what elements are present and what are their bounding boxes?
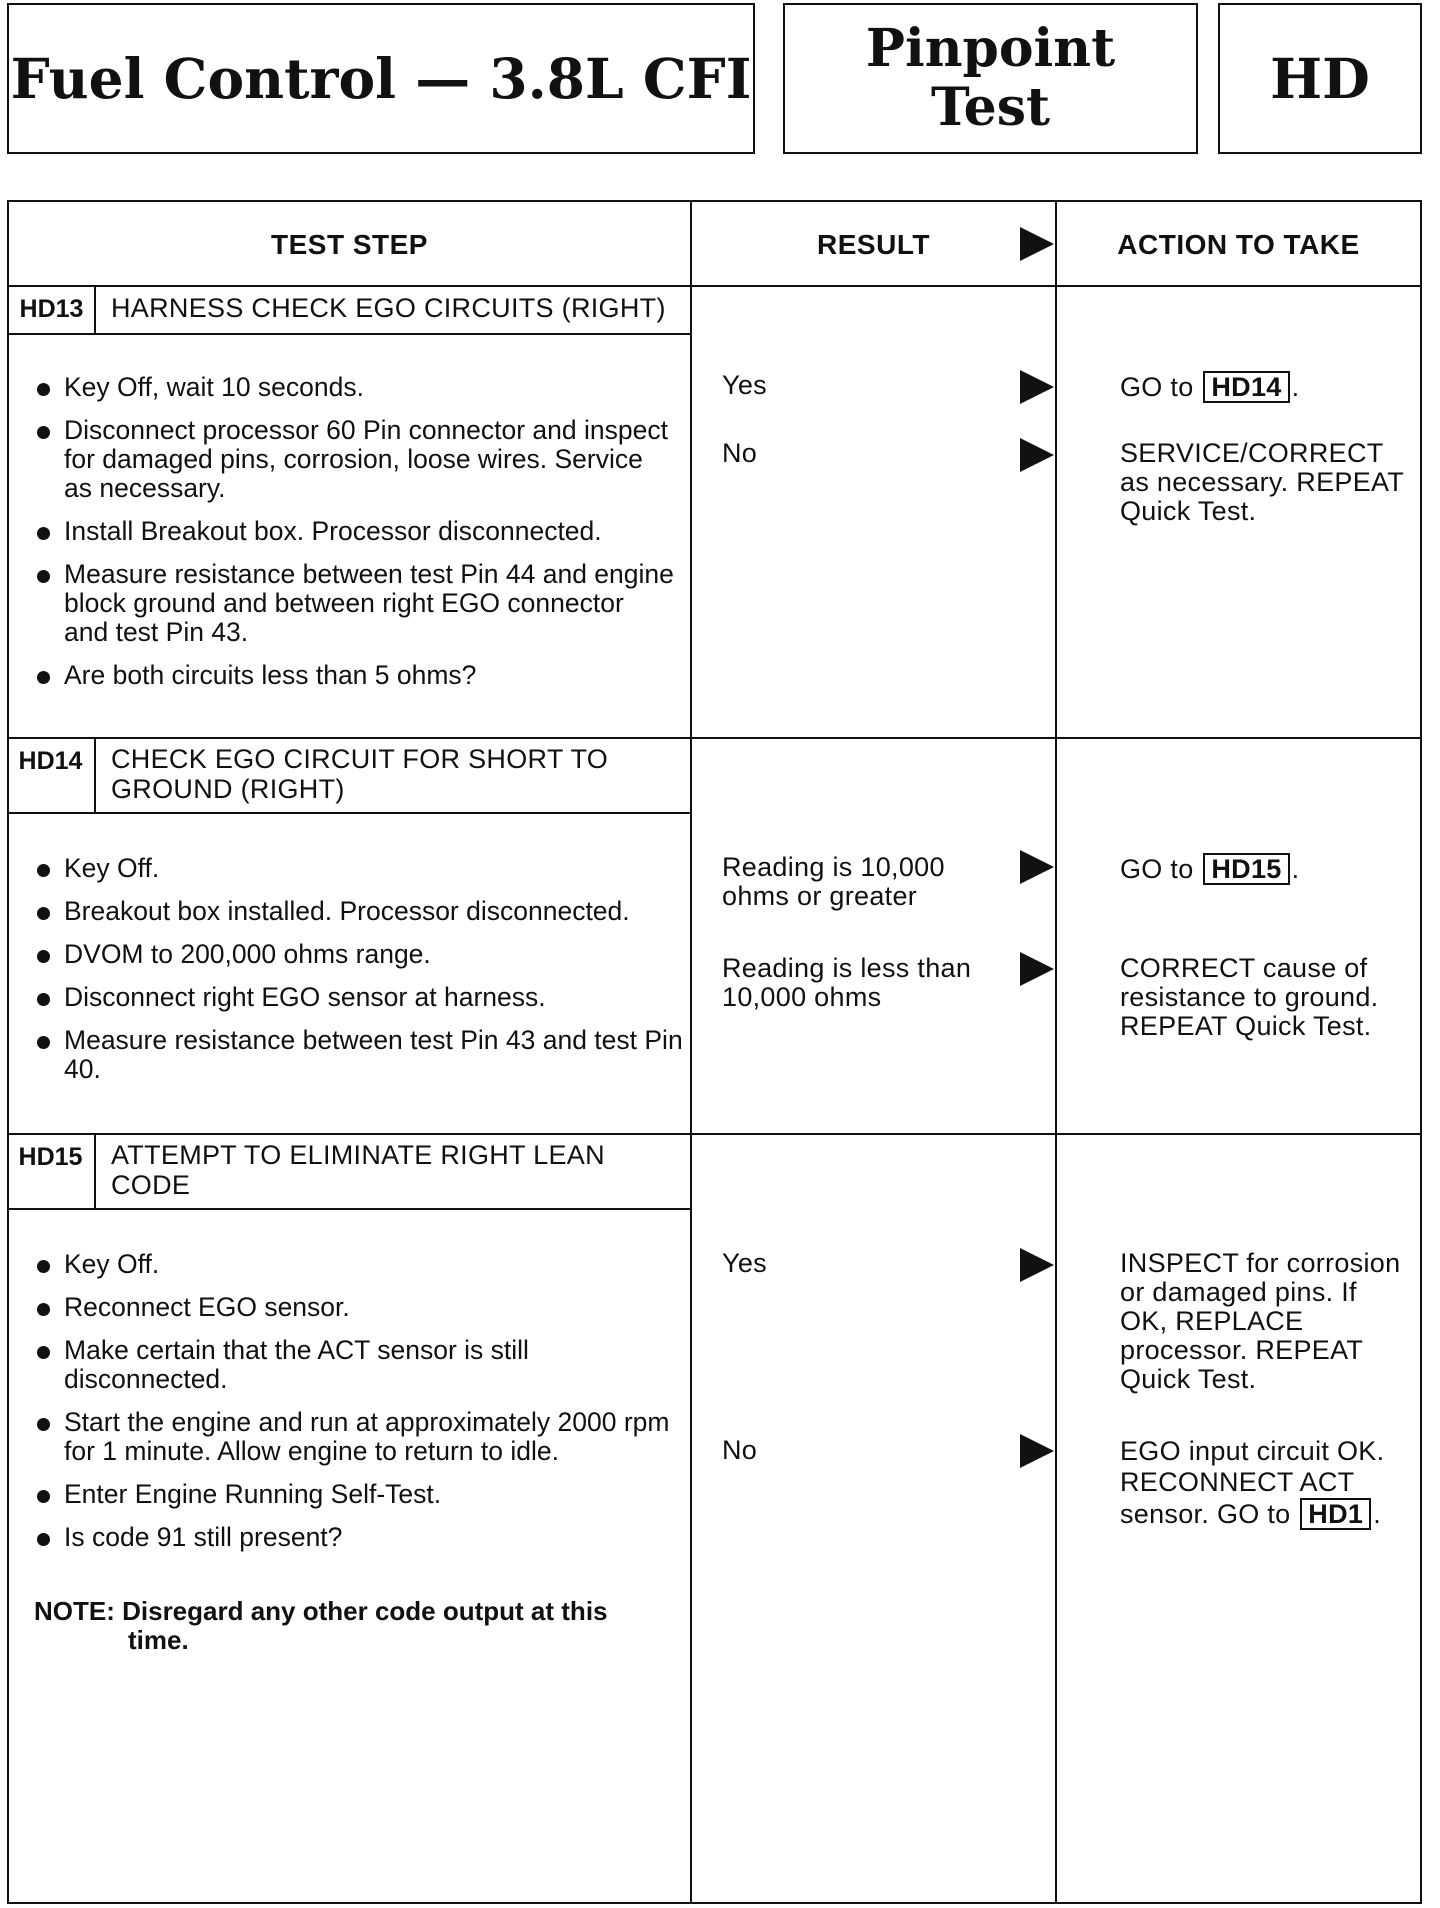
page-title-text: Fuel Control — 3.8L CFI xyxy=(10,46,752,111)
instruction-item: Is code 91 still present? xyxy=(34,1523,674,1552)
instruction-item: Start the engine and run at approximately 2000 rpm for 1 minute. Allow engine to return to idle. xyxy=(34,1408,674,1466)
step-instructions xyxy=(34,854,684,1098)
action-prefix: GO to xyxy=(1120,854,1194,884)
pinpoint-test-label xyxy=(783,3,1198,154)
pinpoint-line1: Pinpoint xyxy=(865,18,1116,80)
step-title-line: ATTEMPT TO ELIMINATE RIGHT LEAN xyxy=(111,1140,605,1170)
step-title-underline xyxy=(7,812,692,814)
instruction-item: Measure resistance between test Pin 43 and test Pin 40. xyxy=(34,1026,684,1084)
column-header-test-step: TEST STEP xyxy=(271,229,428,260)
step-instructions xyxy=(34,373,674,704)
step-reference: HD14 xyxy=(1203,371,1289,403)
instruction-item: Install Breakout box. Processor disconnected. xyxy=(34,517,674,546)
step-title-line: CODE xyxy=(111,1170,191,1200)
instruction-item: Enter Engine Running Self-Test. xyxy=(34,1480,674,1509)
step-reference: HD15 xyxy=(1203,853,1289,885)
step-code-divider xyxy=(94,737,96,814)
result-text: No xyxy=(722,438,758,468)
result-text: Yes xyxy=(722,370,767,400)
step-title: HARNESS CHECK EGO CIRCUITS (RIGHT) xyxy=(111,293,666,323)
arrow-icon xyxy=(1020,1434,1054,1468)
result-text: Yes xyxy=(722,1248,767,1278)
step-divider xyxy=(7,1133,1422,1135)
test-code-label xyxy=(1218,3,1422,154)
action-text: CORRECT cause of resistance to ground. REPEAT Quick Test. xyxy=(1120,953,1379,1041)
instruction-item: Breakout box installed. Processor disconnected. xyxy=(34,897,684,926)
arrow-icon xyxy=(1020,850,1054,884)
arrow-icon xyxy=(1020,370,1054,404)
step-code: HD13 xyxy=(19,295,84,323)
column-divider xyxy=(1055,200,1057,1904)
arrow-icon xyxy=(1020,438,1054,472)
action-prefix: GO to xyxy=(1120,372,1194,402)
action-text xyxy=(1120,371,1299,403)
test-code-text: HD xyxy=(1270,46,1370,111)
arrow-icon xyxy=(1020,952,1054,986)
arrow-icon xyxy=(1020,1248,1054,1282)
result-text: Reading is 10,000 ohms or greater xyxy=(722,852,945,911)
instruction-item: Reconnect EGO sensor. xyxy=(34,1293,674,1322)
page-title xyxy=(7,3,755,154)
pinpoint-line2: Test xyxy=(930,76,1051,138)
column-header-action: ACTION TO TAKE xyxy=(1117,229,1360,260)
step-code-divider xyxy=(94,1133,96,1210)
step-divider xyxy=(7,737,1422,739)
action-text: SERVICE/CORRECT as necessary. REPEAT Quick Test. xyxy=(1120,438,1404,526)
instruction-item: DVOM to 200,000 ohms range. xyxy=(34,940,684,969)
arrow-icon xyxy=(1020,227,1054,261)
action-text xyxy=(1120,853,1299,885)
instruction-item: Disconnect processor 60 Pin connector and inspect for damaged pins, corrosion, loose wires. Service as necessary. xyxy=(34,416,674,503)
step-instructions xyxy=(34,1250,674,1566)
note-line: time. xyxy=(128,1625,189,1655)
action-suffix: . xyxy=(1373,1499,1382,1529)
action-text xyxy=(1120,1436,1410,1530)
instruction-item: Make certain that the ACT sensor is still disconnected. xyxy=(34,1336,674,1394)
step-code: HD15 xyxy=(18,1143,83,1171)
result-text: Reading is less than 10,000 ohms xyxy=(722,953,972,1012)
step-note xyxy=(34,1597,674,1655)
instruction-item: Key Off, wait 10 seconds. xyxy=(34,373,674,402)
note-line: NOTE: Disregard any other code output at this xyxy=(34,1596,608,1626)
instruction-item: Key Off. xyxy=(34,854,684,883)
step-title-underline xyxy=(7,1208,692,1210)
action-suffix: . xyxy=(1291,372,1300,402)
step-code: HD14 xyxy=(18,747,83,775)
step-title-line: GROUND (RIGHT) xyxy=(111,774,345,804)
step-title-underline xyxy=(7,333,692,335)
column-divider xyxy=(690,200,692,1904)
instruction-item: Disconnect right EGO sensor at harness. xyxy=(34,983,684,1012)
action-text: INSPECT for corrosion or damaged pins. If OK, REPLACE processor. REPEAT Quick Test. xyxy=(1120,1248,1401,1394)
instruction-item: Key Off. xyxy=(34,1250,674,1279)
step-reference: HD1 xyxy=(1300,1498,1371,1530)
instruction-item: Measure resistance between test Pin 44 and engine block ground and between right EGO connector and test Pin 43. xyxy=(34,560,674,647)
result-text: No xyxy=(722,1435,758,1465)
instruction-item: Are both circuits less than 5 ohms? xyxy=(34,661,674,690)
step-title-line: CHECK EGO CIRCUIT FOR SHORT TO xyxy=(111,744,609,774)
column-header-result: RESULT xyxy=(817,229,930,260)
action-prefix: EGO input circuit OK. RECONNECT ACT sensor. GO to xyxy=(1120,1436,1385,1529)
action-suffix: . xyxy=(1291,854,1300,884)
